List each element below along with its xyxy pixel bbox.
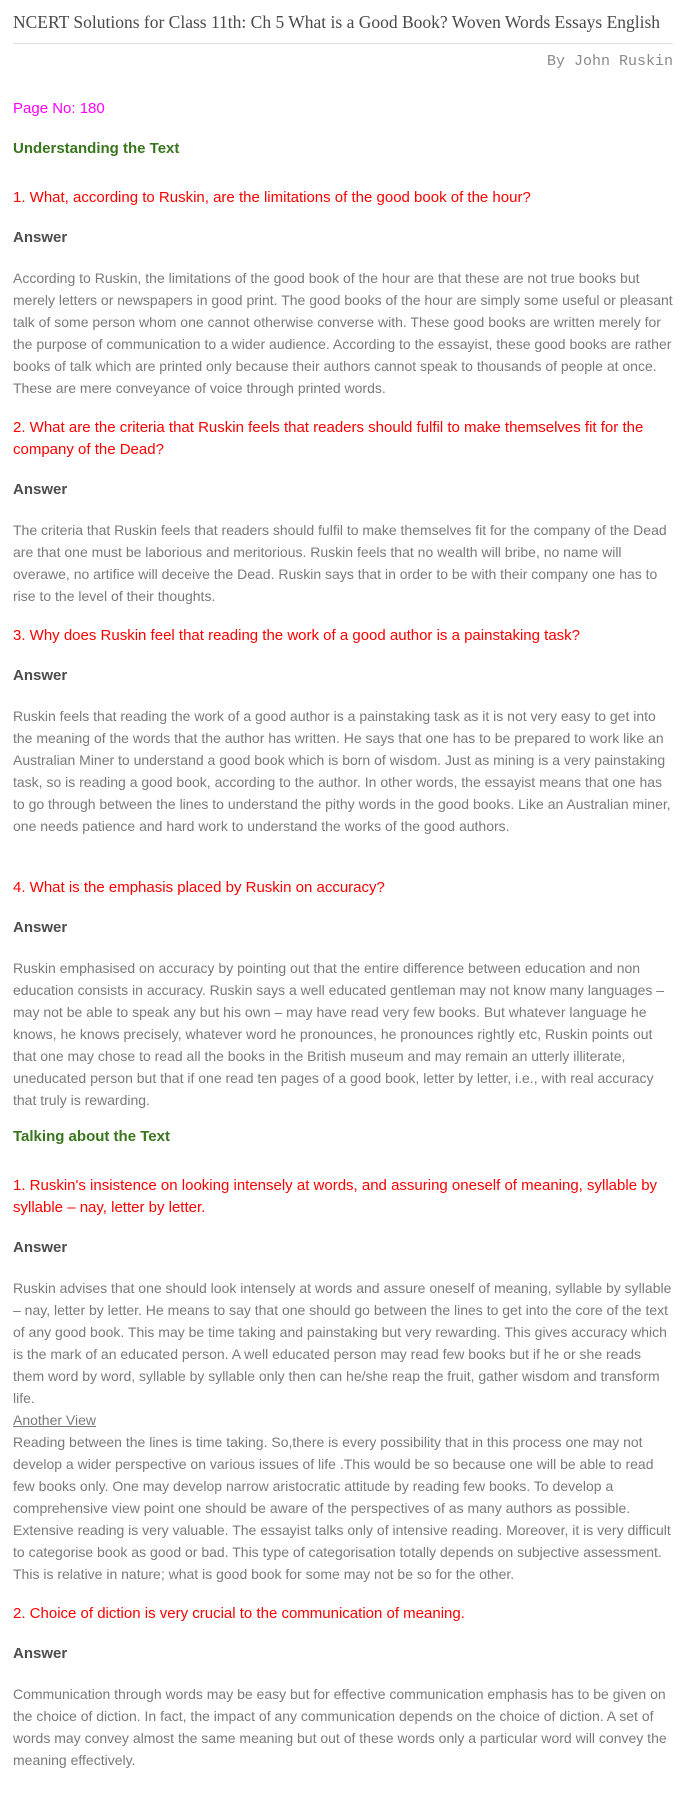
answer-label: Answer (13, 1239, 68, 1256)
question-text: 1. What, according to Ruskin, are the limitations of the good book of the hour? (13, 189, 531, 206)
section-talking-about-the-text (13, 1129, 673, 1771)
answer-paragraph: Communication through words may be easy but for effective communication emphasis has to be given on the choice of diction. In fact, the impact of any communication depends on the choice of diction. A set of words may convey almost the same meaning but out of these words only a particular word will convey the meaning effectively. (13, 1686, 667, 1768)
answer-paragraph: Ruskin feels that reading the work of a good author is a painstaking task as it is not very easy to get into the meaning of the words that the author has written. He says that one has to be prepared to work like an Australian Miner to understand a good book which is born of wisdom. Just as mining is a very painstaking task, so is reading a good book, according to the author. In other words, the essayist means that one has to go through between the lines to understand the pithy words in the good books. Like an Australian miner, one needs patience and hard work to understand the works of the good authors. (13, 708, 671, 834)
section-heading: Talking about the Text (13, 1128, 170, 1145)
question-text: 2. Choice of diction is very crucial to the communication of meaning. (13, 1605, 465, 1622)
page-number: Page No: 180 (13, 100, 105, 117)
section-heading: Understanding the Text (13, 140, 180, 157)
question-text: 4. What is the emphasis placed by Ruskin on accuracy? (13, 879, 385, 896)
another-view-paragraph: Reading between the lines is time taking. So,there is every possibility that in this process one may not develop a wider perspective on various issues of life .This would be so because one will be able to read few books only. One may develop narrow aristocratic attitude by reading few books. To develop a comprehensive view point one should be aware of the perspectives of as many authors as possible. Extensive reading is very valuable. The essayist talks only of intensive reading. Moreover, it is very difficult to categorise book as good or bad. This type of categorisation totally depends on subjective assessment. This is relative in nature; what is good book for some may not be so for the other. (13, 1434, 671, 1582)
answer-label: Answer (13, 229, 68, 246)
answer-label: Answer (13, 1645, 68, 1662)
another-view-heading: Another View (13, 1412, 97, 1428)
post-title: NCERT Solutions for Class 11th: Ch 5 What is a Good Book? Woven Words Essays English (13, 12, 661, 32)
answer-paragraph: Ruskin advises that one should look intensely at words and assure oneself of meaning, syllable by syllable – nay, letter by letter. He means to say that one should go between the lines to get into the core of the text of any good book. This may be time taking and painstaking but very rewarding. This gives accuracy which is the mark of an educated person. A well educated person may read few books but if he or she reads them word by word, syllable by syllable only then can he/she reap the fruit, gather wisdom and transform life. (13, 1280, 672, 1406)
section-understanding-the-text (13, 141, 673, 1111)
byline: By John Ruskin (546, 53, 673, 70)
answer-label: Answer (13, 919, 68, 936)
answer-label: Answer (13, 481, 68, 498)
answer-paragraph: According to Ruskin, the limitations of the good book of the hour are that these are not true books but merely letters or newspapers in good print. The good books of the hour are simply some useful or pleasant talk of some person whom one cannot otherwise converse with. These good books are written merely for the purpose of communication to a wider audience. According to the essayist, these good books are rather books of talk which are printed only because their authors cannot speak to thousands of people at once. These are mere conveyance of voice through printed words. (13, 270, 673, 396)
answer-paragraph: The criteria that Ruskin feels that readers should fulfil to make themselves fit for the company of the Dead are that one must be laborious and meritorious. Ruskin feels that no wealth will bribe, no name will overawe, no artifice will deceive the Dead. Ruskin says that in order to be with their company one has to rise to the level of their thoughts. (13, 522, 667, 604)
question-text: 1. Ruskin's insistence on looking intensely at words, and assuring oneself of meaning, syllable by syllable – nay, letter by letter. (13, 1177, 658, 1216)
question-text: 2. What are the criteria that Ruskin feels that readers should fulfil to make themselves fit for the company of the Dead? (13, 419, 644, 458)
question-text: 3. Why does Ruskin feel that reading the work of a good author is a painstaking task? (13, 627, 580, 644)
answer-label: Answer (13, 667, 68, 684)
answer-paragraph: Ruskin emphasised on accuracy by pointing out that the entire difference between education and non education consists in accuracy. Ruskin says a well educated gentleman may not know many languages – may not be able to speak any but his own – may have read very few books. But whatever language he knows, he knows precisely, whatever word he pronounces, he pronounces rightly etc, Ruskin points out that one may chose to read all the books in the British museum and may remain an utterly illiterate, uneducated person but that if one read ten pages of a good book, letter by letter, i.e., with real accuracy that truly is rewarding. (13, 960, 665, 1108)
title-block (13, 10, 673, 44)
